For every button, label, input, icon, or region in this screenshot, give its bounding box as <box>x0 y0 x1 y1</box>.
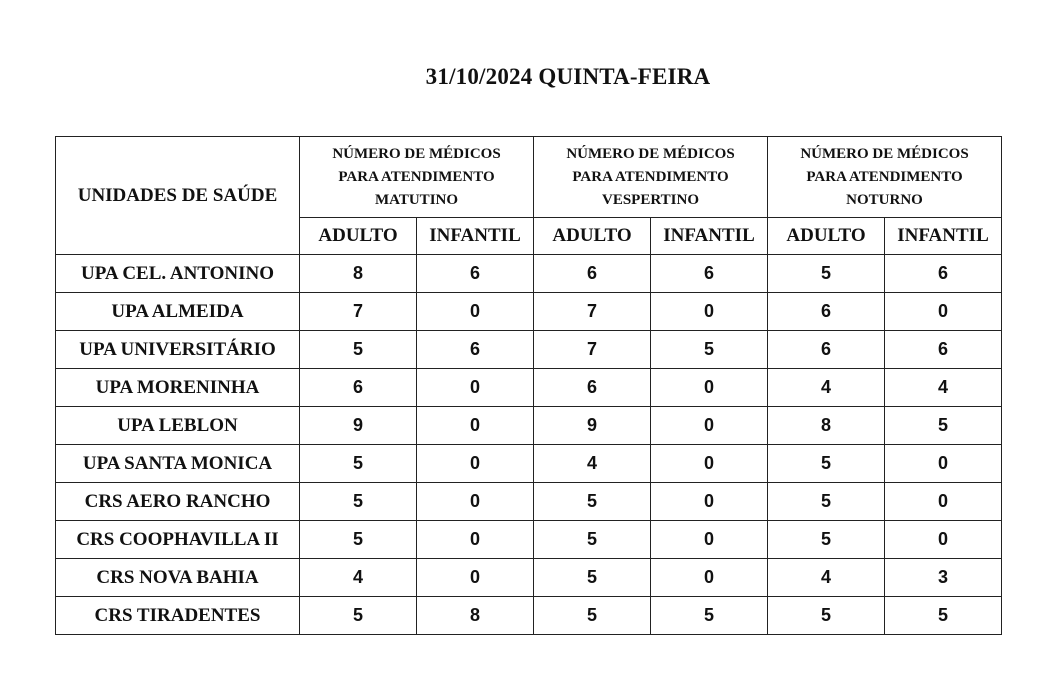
header-line: NÚMERO DE MÉDICOS <box>332 145 501 162</box>
unit-name-cell: CRS COOPHAVILLA II <box>56 521 300 559</box>
unit-name-cell: CRS NOVA BAHIA <box>56 559 300 597</box>
count-cell-adulto-vespertino: 6 <box>534 369 651 407</box>
doctors-schedule-table <box>55 136 1002 635</box>
count-cell-infantil-matutino: 0 <box>417 369 534 407</box>
count-cell-infantil-noturno: 0 <box>885 293 1002 331</box>
count-cell-infantil-vespertino: 0 <box>651 445 768 483</box>
count-cell-infantil-noturno: 0 <box>885 521 1002 559</box>
count-cell-adulto-matutino: 5 <box>300 597 417 635</box>
table-row <box>56 293 1002 331</box>
table-row <box>56 521 1002 559</box>
unit-name-cell: UPA CEL. ANTONINO <box>56 255 300 293</box>
unit-name-cell: UPA MORENINHA <box>56 369 300 407</box>
count-cell-adulto-vespertino: 7 <box>534 331 651 369</box>
count-cell-adulto-vespertino: 7 <box>534 293 651 331</box>
header-unidades: UNIDADES DE SAÚDE <box>56 137 300 255</box>
count-cell-adulto-matutino: 6 <box>300 369 417 407</box>
count-cell-infantil-matutino: 0 <box>417 293 534 331</box>
count-cell-adulto-noturno: 6 <box>768 293 885 331</box>
count-cell-adulto-matutino: 5 <box>300 483 417 521</box>
header-line: PARA ATENDIMENTO <box>338 168 495 185</box>
header-line: NÚMERO DE MÉDICOS <box>566 145 735 162</box>
count-cell-infantil-matutino: 0 <box>417 407 534 445</box>
page-title: 31/10/2024 QUINTA-FEIRA <box>425 64 711 89</box>
count-cell-infantil-matutino: 0 <box>417 483 534 521</box>
count-cell-adulto-matutino: 7 <box>300 293 417 331</box>
count-cell-infantil-noturno: 3 <box>885 559 1002 597</box>
count-cell-adulto-vespertino: 9 <box>534 407 651 445</box>
count-cell-infantil-vespertino: 0 <box>651 369 768 407</box>
count-cell-adulto-matutino: 8 <box>300 255 417 293</box>
count-cell-adulto-noturno: 4 <box>768 559 885 597</box>
subheader-adulto-vespertino: ADULTO <box>534 218 651 255</box>
unit-name-cell: UPA LEBLON <box>56 407 300 445</box>
count-cell-adulto-vespertino: 5 <box>534 597 651 635</box>
count-cell-adulto-vespertino: 5 <box>534 483 651 521</box>
count-cell-adulto-vespertino: 4 <box>534 445 651 483</box>
count-cell-adulto-noturno: 5 <box>768 521 885 559</box>
count-cell-adulto-noturno: 5 <box>768 445 885 483</box>
table-row <box>56 559 1002 597</box>
count-cell-infantil-vespertino: 0 <box>651 407 768 445</box>
unit-name-cell: CRS AERO RANCHO <box>56 483 300 521</box>
header-line: VESPERTINO <box>602 191 699 208</box>
count-cell-adulto-noturno: 5 <box>768 255 885 293</box>
table-row <box>56 445 1002 483</box>
header-line: NOTURNO <box>846 191 923 208</box>
unit-name-cell: UPA SANTA MONICA <box>56 445 300 483</box>
header-vespertino <box>534 137 768 218</box>
unit-name-cell: CRS TIRADENTES <box>56 597 300 635</box>
count-cell-infantil-vespertino: 0 <box>651 559 768 597</box>
header-line: PARA ATENDIMENTO <box>572 168 729 185</box>
count-cell-adulto-noturno: 4 <box>768 369 885 407</box>
count-cell-adulto-matutino: 5 <box>300 445 417 483</box>
count-cell-adulto-noturno: 6 <box>768 331 885 369</box>
count-cell-infantil-matutino: 0 <box>417 445 534 483</box>
table-row <box>56 369 1002 407</box>
count-cell-adulto-noturno: 5 <box>768 483 885 521</box>
count-cell-infantil-noturno: 5 <box>885 407 1002 445</box>
header-line: NÚMERO DE MÉDICOS <box>800 145 969 162</box>
count-cell-adulto-vespertino: 5 <box>534 559 651 597</box>
table-row <box>56 331 1002 369</box>
count-cell-adulto-matutino: 9 <box>300 407 417 445</box>
count-cell-adulto-vespertino: 6 <box>534 255 651 293</box>
count-cell-infantil-matutino: 6 <box>417 331 534 369</box>
count-cell-adulto-noturno: 8 <box>768 407 885 445</box>
count-cell-infantil-noturno: 6 <box>885 331 1002 369</box>
header-line: PARA ATENDIMENTO <box>806 168 963 185</box>
count-cell-infantil-vespertino: 6 <box>651 255 768 293</box>
unit-name-cell: UPA UNIVERSITÁRIO <box>56 331 300 369</box>
table-row <box>56 407 1002 445</box>
header-matutino <box>300 137 534 218</box>
count-cell-infantil-noturno: 0 <box>885 445 1002 483</box>
count-cell-infantil-noturno: 5 <box>885 597 1002 635</box>
table-row <box>56 597 1002 635</box>
count-cell-infantil-vespertino: 0 <box>651 483 768 521</box>
header-noturno <box>768 137 1002 218</box>
subheader-infantil-vespertino: INFANTIL <box>651 218 768 255</box>
count-cell-infantil-vespertino: 0 <box>651 293 768 331</box>
subheader-adulto-noturno: ADULTO <box>768 218 885 255</box>
count-cell-infantil-vespertino: 0 <box>651 521 768 559</box>
unit-name-cell: UPA ALMEIDA <box>56 293 300 331</box>
count-cell-infantil-matutino: 0 <box>417 559 534 597</box>
count-cell-adulto-noturno: 5 <box>768 597 885 635</box>
count-cell-infantil-matutino: 0 <box>417 521 534 559</box>
count-cell-adulto-matutino: 5 <box>300 331 417 369</box>
count-cell-adulto-vespertino: 5 <box>534 521 651 559</box>
subheader-infantil-matutino: INFANTIL <box>417 218 534 255</box>
count-cell-infantil-matutino: 6 <box>417 255 534 293</box>
table-row <box>56 255 1002 293</box>
count-cell-adulto-matutino: 4 <box>300 559 417 597</box>
count-cell-adulto-matutino: 5 <box>300 521 417 559</box>
count-cell-infantil-noturno: 0 <box>885 483 1002 521</box>
count-cell-infantil-vespertino: 5 <box>651 331 768 369</box>
subheader-adulto-matutino: ADULTO <box>300 218 417 255</box>
count-cell-infantil-matutino: 8 <box>417 597 534 635</box>
count-cell-infantil-vespertino: 5 <box>651 597 768 635</box>
count-cell-infantil-noturno: 6 <box>885 255 1002 293</box>
header-line: MATUTINO <box>374 191 459 208</box>
subheader-infantil-noturno: INFANTIL <box>885 218 1002 255</box>
table-row <box>56 483 1002 521</box>
count-cell-infantil-noturno: 4 <box>885 369 1002 407</box>
